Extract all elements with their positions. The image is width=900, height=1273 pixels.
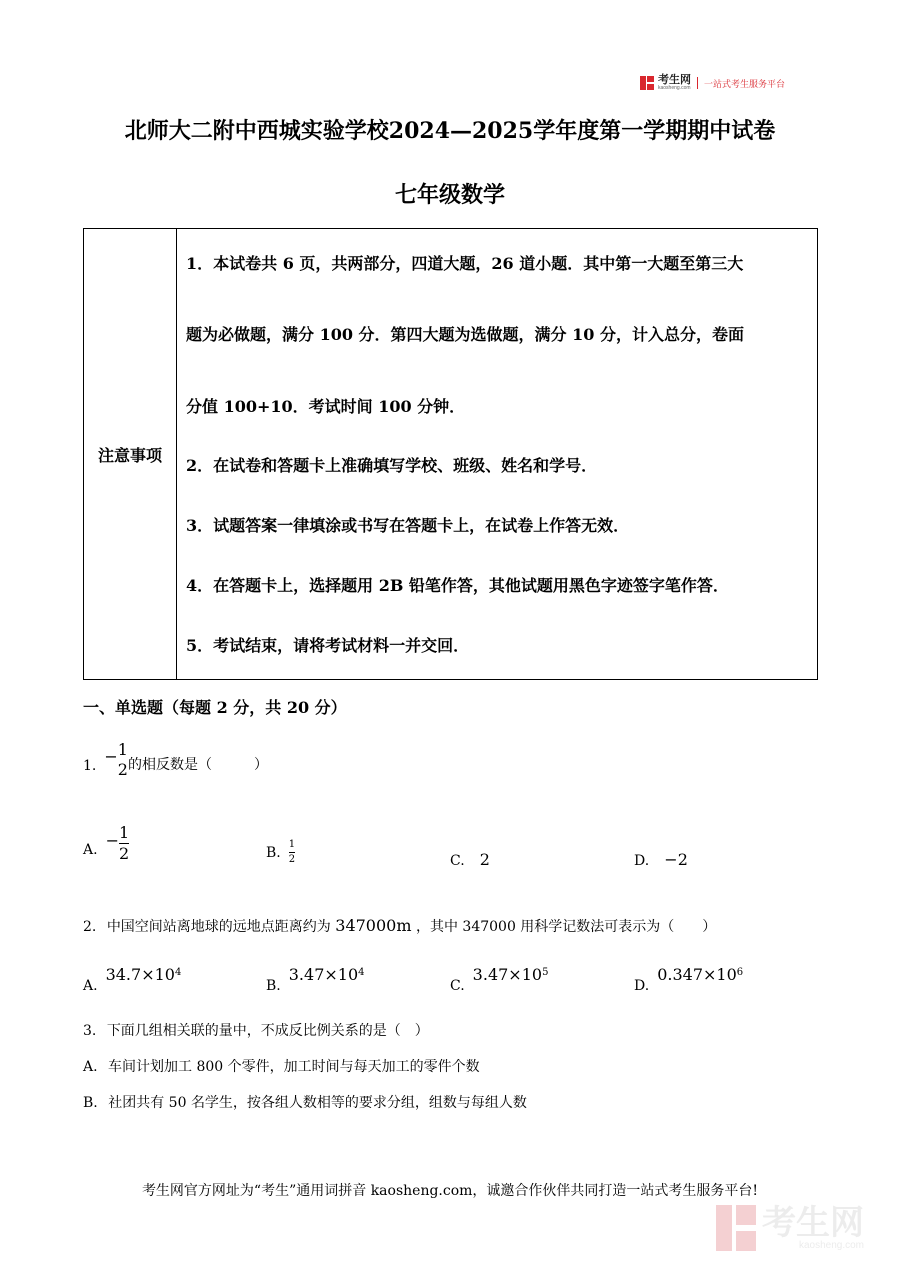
section-heading: 一、单选题（每题 2 分，共 20 分） xyxy=(83,698,347,717)
logo-url: kaosheng.com xyxy=(658,85,691,91)
option-value: −2 xyxy=(664,850,688,869)
option-mantissa: 34.7×10 xyxy=(105,965,175,984)
q2-option-c xyxy=(450,965,549,994)
q1-option-a xyxy=(83,825,129,862)
option-label: B. xyxy=(83,1095,98,1111)
distance-value: 347000m xyxy=(335,916,412,935)
notice-line: 1．本试卷共 6 页，共两部分，四道大题，26 道小题．其中第一大题至第三大 xyxy=(186,254,744,273)
option-exponent: 5 xyxy=(542,967,549,978)
notice-line: 题为必做题，满分 100 分．第四大题为选做题，满分 10 分，计入总分，卷面 xyxy=(186,325,744,344)
kaosheng-watermark-icon xyxy=(716,1205,756,1251)
question-2 xyxy=(83,916,716,936)
q3-option-a xyxy=(83,1056,480,1076)
exam-title: 北师大二附中西城实验学校2024—2025学年度第一学期期中试卷 xyxy=(124,118,776,144)
option-label: A. xyxy=(83,842,98,858)
fraction-denominator: 2 xyxy=(288,854,296,865)
option-label: A. xyxy=(83,1059,98,1075)
logo-name: 考生网 xyxy=(658,74,691,86)
notice-line: 3．试题答案一律填涂或书写在答题卡上，在试卷上作答无效． xyxy=(186,516,630,535)
option-exponent: 4 xyxy=(358,967,365,978)
option-text: 社团共有 xyxy=(108,1095,165,1111)
q2-option-a xyxy=(83,965,182,994)
question-3 xyxy=(83,1020,429,1040)
option-mantissa: 0.347×10 xyxy=(657,965,737,984)
option-label: D. xyxy=(634,853,650,869)
option-exponent: 6 xyxy=(736,967,744,978)
fraction xyxy=(119,825,129,862)
fraction-numerator: 1 xyxy=(289,840,295,853)
option-label: D. xyxy=(634,978,650,994)
header-logo xyxy=(640,74,785,92)
watermark xyxy=(716,1205,864,1251)
option-mantissa: 3.47×10 xyxy=(472,965,543,984)
option-text: 车间计划加工 xyxy=(108,1059,193,1075)
option-label: A. xyxy=(83,978,98,994)
option-text: 名学生，按各组人数相等的要求分组，组数与每组人数 xyxy=(190,1095,527,1111)
q1-option-d xyxy=(634,850,688,869)
option-number: 800 xyxy=(196,1059,224,1075)
watermark-text xyxy=(762,1203,864,1251)
q2-option-d xyxy=(634,965,744,994)
question-stem: 的相反数是（ ） xyxy=(127,757,268,773)
option-label: B. xyxy=(266,844,281,861)
question-1 xyxy=(83,742,268,778)
question-text: 下面几组相关联的量中，不成反比例关系的是（ ） xyxy=(106,1023,429,1039)
option-mantissa: 3.47×10 xyxy=(288,965,359,984)
logo-divider xyxy=(697,77,698,89)
option-exponent: 4 xyxy=(174,967,182,978)
logo-text xyxy=(658,75,691,91)
option-label: C. xyxy=(450,978,465,994)
question-number: 1. xyxy=(83,758,97,774)
option-value: 2 xyxy=(479,850,490,869)
question-number: 2. xyxy=(83,919,97,935)
exam-subtitle: 七年级数学 xyxy=(394,182,505,208)
question-text: ，其中 347000 用科学记数法可表示为（ ） xyxy=(415,919,717,935)
question-text: 中国空间站离地球的远地点距离约为 xyxy=(106,919,331,935)
watermark-name: 考生网 xyxy=(762,1203,864,1242)
notice-line: 4．在答题卡上，选择题用 2B 铅笔作答，其他试题用黑色字迹签字笔作答． xyxy=(186,576,729,595)
fraction xyxy=(289,840,295,865)
q2-option-b xyxy=(266,965,365,994)
fraction-numerator: 1 xyxy=(118,823,130,842)
notice-table xyxy=(83,228,818,680)
q1-option-c xyxy=(450,850,490,869)
q3-option-b xyxy=(83,1092,527,1112)
notice-line: 分值 100+10．考试时间 100 分钟． xyxy=(186,397,466,416)
option-number: 50 xyxy=(168,1095,187,1111)
fraction-numerator: 1 xyxy=(117,740,128,759)
q1-option-b xyxy=(266,840,295,865)
notice-line: 2．在试卷和答题卡上准确填写学校、班级、姓名和学号． xyxy=(186,456,598,475)
kaosheng-logo-icon xyxy=(640,76,654,90)
fraction-denominator: 2 xyxy=(117,760,128,779)
math-sign: − xyxy=(104,747,118,766)
fraction-denominator: 2 xyxy=(118,844,130,863)
notice-label: 注意事项 xyxy=(84,229,177,679)
math-sign: − xyxy=(105,831,119,850)
question-number: 3. xyxy=(83,1023,97,1039)
footer-text: 考生网官方网址为“考生”通用词拼音 kaosheng.com，诚邀合作伙伴共同打造一站式考生服务平台! xyxy=(141,1183,759,1199)
notice-line: 5．考试结束，请将考试材料一并交回． xyxy=(186,636,470,655)
logo-slogan: 一站式考生服务平台 xyxy=(704,78,786,89)
option-label: C. xyxy=(450,853,465,869)
option-label: B. xyxy=(266,978,281,994)
watermark-url: kaosheng.com xyxy=(798,1239,864,1251)
fraction xyxy=(118,742,128,778)
option-text: 个零件，加工时间与每天加工的零件个数 xyxy=(227,1059,480,1075)
